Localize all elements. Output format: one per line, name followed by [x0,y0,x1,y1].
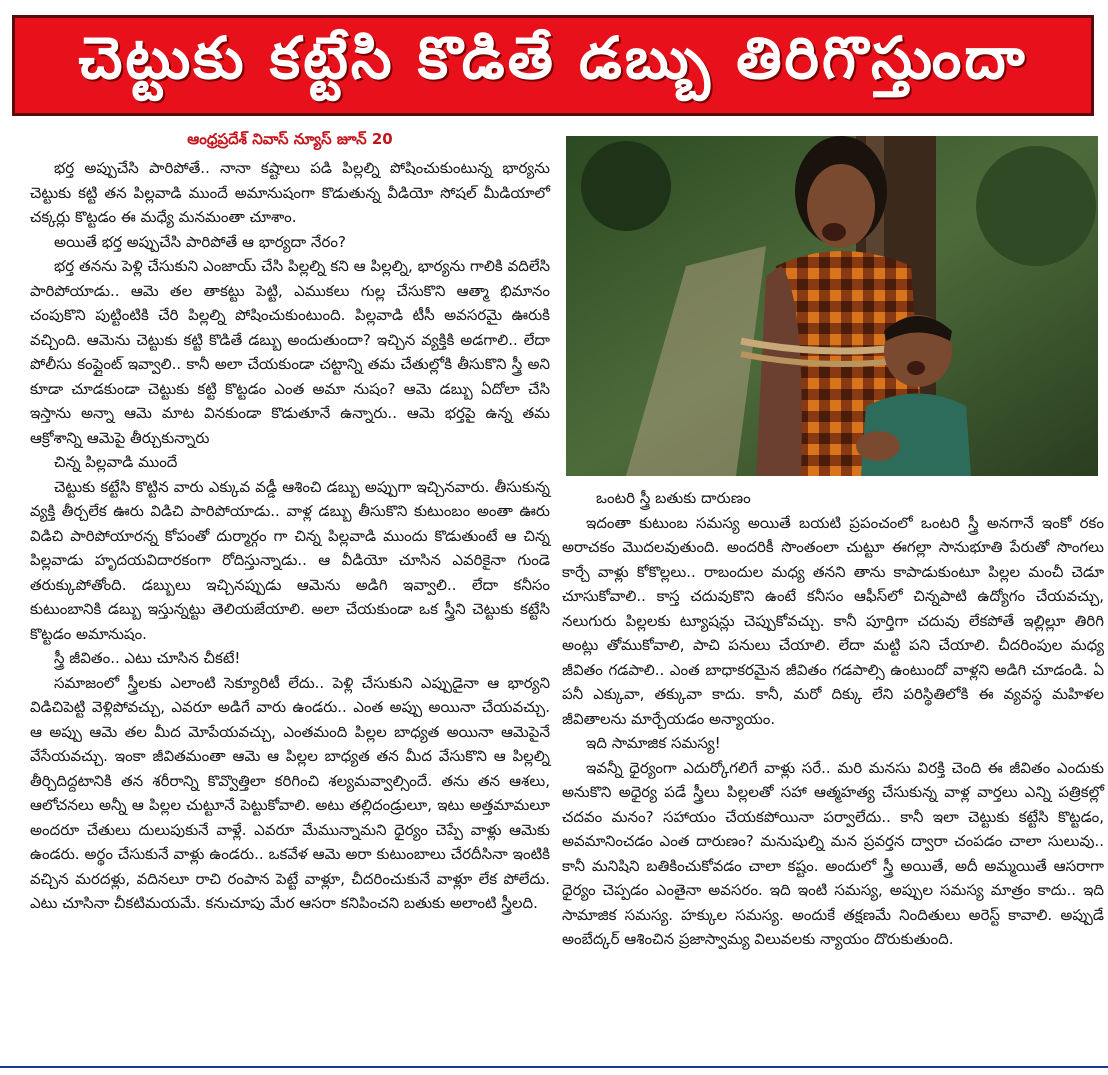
paragraph: చెట్టుకు కట్టేసి కొట్టిన వారు ఎక్కువ వడ్డీ ఆశించి డబ్బు అప్పుగా ఇచ్చినవారు. తీసుకున్న వ్యక్తి తీర్చలేక ఊరు విడిచి పారిపోయాడు.. వాళ్ల డబ్బు తీసుకొని కుటుంబం అంతా ఊరు విడిచి పారిపోయారన్న కోపంతో దుర్మార్గం గా చిన్న పిల్లవాడి ముందు కొడుతుంటే ఆ చిన్న పిల్లవాడు హృదయవిదారకంగా రోదిస్తున్నాడు.. ఆ వీడియో చూసిన ఎవరికైనా గుండె తరుక్కుపోతోంది. డబ్బులు ఇచ్చినప్పుడు ఆమెను అడిగి ఇవ్వాలి.. లేదా కనీసం కుటుంబానికి డబ్బు ఇస్తున్నట్టు తెలియజేయాలి. అలా చేయకుండా ఒక స్త్రీని చెట్టుకు కట్టేసి కొట్టడం అమానుషం. [30,477,550,643]
headline: చెట్టుకు కట్టేసి కొడితే డబ్బు తిరిగొస్తుందా [78,24,1028,92]
headline-banner [12,15,1094,116]
dateline: ఆంధ్రప్రదేశ్ నివాస్ న్యూస్ జూన్ 20 [187,130,393,148]
right-column [562,486,1104,952]
paragraph: ఇవన్నీ ధైర్యంగా ఎదుర్కోగలిగే వాళ్లు సరే.. మరి మనసు విరక్తి చెంది ఈ జీవితం ఎందుకు అనుకొని అధైర్య పడే స్త్రీలు పిల్లలతో సహా ఆత్మహత్య చేసుకున్న వాళ్ల వార్తలు ఎన్ని పత్రికల్లో చదవం మనం? సహాయం చేయకపోయినా పర్వాలేదు.. కానీ ఇలా చెట్టుకు కట్టేసి కొట్టడం, అవమానించడం ఎంత దారుణం? మనుషుల్ని మన ప్రవర్తన ద్వారా చంపడం చాలా సులువు.. కానీ మనిషిని బతికించుకోవడం చాలా కష్టం. అందులో స్త్రీ అయితే, అదీ అమ్మయితే ఆసరాగా ధైర్యం చెప్పడం ఎంతైనా అవసరం. ఇది ఇంటి సమస్య, అప్పుల సమస్య మాత్రం కాదు.. ఇది సామాజిక సమస్య. హక్కుల సమస్య. అందుకే తక్షణమే నిందితులు అరెస్ట్ కావాలి. అప్పుడే అంబేద్కర్ ఆశించిన ప్రజాస్వామ్య విలువలకు న్యాయం దొరుకుతుంది. [562,758,1104,948]
subheading: స్త్రీ జీవితం.. ఎటు చూసిన చీకటే! [54,649,241,667]
subheading: చిన్న పిల్లవాడి ముందే [54,453,178,471]
article-photo [566,136,1098,476]
photo-caption: ఒంటరి స్త్రీ బతుకు దారుణం [596,489,751,507]
paragraph: సమాజంలో స్త్రీలకు ఎలాంటి సెక్యూరిటీ లేదు.. పెళ్లి చేసుకుని ఎప్పుడైనా ఆ భార్యని విడిచిపెట్టి వెళ్లిపోవచ్చు, ఎవరూ అడిగే వారు ఉండరు.. ఎంత అప్పు అయినా చేయవచ్చు. ఆ అప్పు ఆమె తల మీద మోపేయవచ్చు, ఎంతమంది పిల్లల బాధ్యత అయినా ఆమెపైనే వేసేయవచ్చు. ఇంకా జీవితమంతా ఆమె ఆ పిల్లల బాధ్యత తన మీద వేసుకొని ఆ పిల్లల్ని తీర్చిదిద్దటానికి తన శరీరాన్ని కొవ్వొత్తిలా కరిగించి శల్యమవ్వాల్సిందే. తను తన ఆశలు, ఆలోచనలు అన్నీ ఆ పిల్లల చుట్టూనే పెట్టుకోవాలి. అటు తల్లిదండ్రులూ, ఇటు అత్తమామలూ అందరూ చేతులు దులుపుకునే వాళ్లే. ఎవరూ మేమున్నామని ధైర్యం చెప్పే వాళ్లు ఆమెకు ఉండరు. అర్థం చేసుకునే వాళ్లు ఉండరు.. ఒకవేళ ఆమె అరా కుటుంబాలు చేరదీసినా ఇంటికి వచ్చిన మరదళ్లు, వదినలూ రాచి రంపాన పెట్టే వాళ్లూ, చీదరించుకునే వాళ్లూ లేక పోలేదు. ఎటు చూసినా చీకటిమయమే. కనుచూపు మేర ఆసరా కనిపించని బతుకు అలాంటి స్త్రీలది. [30,673,550,912]
subheading: ఇది సామాజిక సమస్య! [586,734,721,752]
top-rule [0,0,1108,6]
left-column [30,130,550,916]
photo-woman-and-child-icon [566,136,1098,476]
paragraph: భర్త తనను పెళ్లి చేసుకుని ఎంజాయ్ చేసి పిల్లల్ని కని ఆ పిల్లల్ని, భార్యను గాలికి వదిలేసి పారిపోయాడు.. ఆమె తల తాకట్టు పెట్టి, ఎముకలు గుల్ల చేసుకొని ఆత్మా భిమానం చంపుకొని పుట్టింటికి చేరి పిల్లల్ని పోషించుకుంటుంది. పిల్లవాడి టీసీ అవసరమై ఊరుకి వచ్చింది. ఆమెను చెట్టుకు కట్టి కొడితే డబ్బు అందుతుందా? ఇచ్చిన వ్యక్తికి అడగాలి.. లేదా పోలీసు కంప్లైంట్ ఇవ్వాలి.. కానీ అలా చేయకుండా చట్టాన్ని తమ చేతుల్లోకి తీసుకొని స్త్రీ అని కూడా చూడకుండా చెట్టుకు కట్టి కొట్టడం ఎంత అమా నుషం? ఆమె డబ్బు ఏదోలా చేసి ఇస్తాను అన్నా ఆమె మాట వినకుండా కొడుతూనే ఉన్నారు.. ఆమె భర్తపై ఉన్న తమ ఆక్రోశాన్ని ఆమెపై తీర్చుకున్నారు [30,257,550,447]
paragraph: అయితే భర్త అప్పుచేసి పారిపోతే ఆ భార్యదా నేరం? [54,232,346,251]
bottom-rule [0,1066,1108,1068]
paragraph: భర్త అప్పుచేసి పారిపోతే.. నానా కష్టాలు పడి పిల్లల్ని పోషించుకుంటున్న భార్యను చెట్టుకు కట్టి తన పిల్లవాడి ముందే అమానుషంగా కొడుతున్న వీడియో సోషల్ మీడియాలో చక్కర్లు కొట్టడం ఈ మధ్యే మనమంతా చూశాం. [30,159,550,226]
paragraph: ఇదంతా కుటుంబ సమస్య అయితే బయటి ప్రపంచంలో ఒంటరి స్త్రీ అనగానే ఇంకో రకం అరాచకం మొదలవుతుంది. అందరికీ సొంతంలా చుట్టూ ఈగల్లా సానుభూతి పేరుతో సొంగలు కార్చే వాళ్లు కోకొల్లలు.. రాబందుల మధ్య తనని తాను కాపాడుకుంటూ పిల్లల మంచీ చెడూ చూసుకోవాలి.. కాస్త చదువుకొని ఉంటే కనీసం ఆఫీస్‌లో చిన్నపాటి ఉద్యోగం చేయవచ్చు, నలుగురు పిల్లలకు ట్యూషన్లు చెప్పుకోవచ్చు. కానీ పూర్తిగా చదువు లేకపోతే ఇల్లిల్లూ తిరిగి అంట్లు తోముకోవాలి, పాచి పనులు చేయాలి. లేదా మట్టి పని చేయాలి. చీదరింపుల మధ్య జీవితం గడపాలి.. ఎంత బాధాకరమైన జీవితం గడపాల్సి ఉంటుందో వాళ్లని అడిగి చూడండి. ఏ పనీ ఎక్కువా, తక్కువా కాదు. కానీ, మరో దిక్కు లేని పరిస్థితిలోకి ఈ వ్యవస్థ మహిళల జీవితాలను మార్చేయడం అన్యాయం. [562,513,1104,728]
